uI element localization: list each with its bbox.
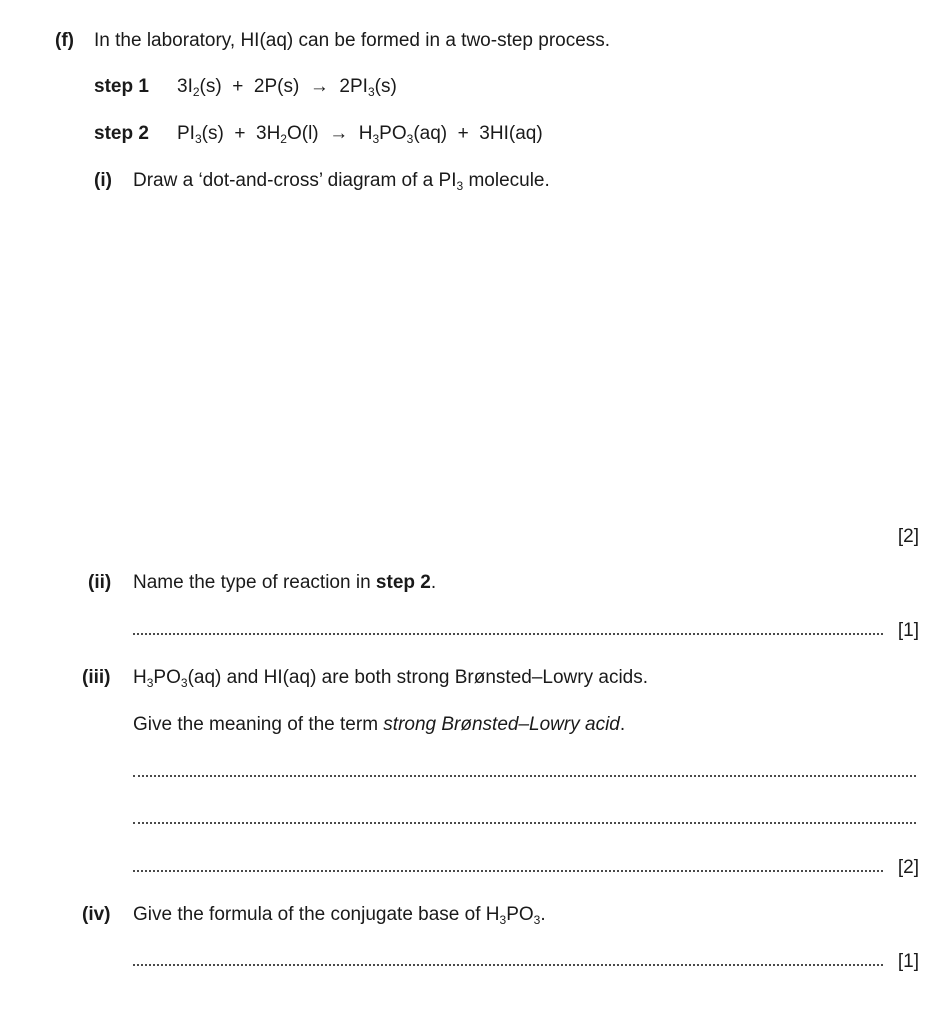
step2-equation: $PI_3(s) + 3H_2O(l) \to H_3PO_3(aq) + 3HI(aq)$ [177, 123, 543, 146]
question-iv-text: Give the formula of the conjugate base of $H_3PO_3$. [133, 904, 546, 927]
question-iv-mark: [1] [897, 951, 919, 972]
question-i-text: Draw a ‘dot-and-cross’ diagram of a $PI_3$ molecule. [133, 170, 550, 193]
question-ii-label: (ii) [88, 572, 112, 593]
part-f-intro: In the laboratory, HI(aq) can be formed in a two-step process. [94, 30, 611, 51]
question-ii-text: Name the type of reaction in step 2. [133, 572, 437, 593]
question-iii-mark: [2] [897, 857, 919, 878]
question-iii-prompt: Give the meaning of the term strong Brønsted–Lowry acid. [133, 714, 626, 735]
answer-line-iii-1[interactable] [133, 775, 916, 777]
part-f-label: (f) [55, 30, 74, 51]
question-i-label: (i) [94, 170, 112, 191]
question-iii-label: (iii) [82, 667, 111, 688]
answer-line-ii[interactable] [133, 633, 883, 635]
answer-line-iii-3[interactable] [133, 870, 883, 872]
answer-line-iii-2[interactable] [133, 822, 916, 824]
step1-equation: $3I_2(s) + 2P(s) \to 2PI_3(s)$ [177, 76, 397, 99]
step2-label: step 2 [94, 123, 149, 144]
question-iii-text: $H_3PO_3(aq)$ and HI(aq) are both strong Brønsted–Lowry acids. [133, 667, 649, 690]
question-iv-label: (iv) [82, 904, 111, 925]
step1-label: step 1 [94, 76, 149, 97]
diagram-answer-area[interactable] [133, 205, 918, 520]
question-ii-mark: [1] [897, 620, 919, 641]
question-i-mark: [2] [897, 526, 919, 547]
answer-line-iv[interactable] [133, 964, 883, 966]
